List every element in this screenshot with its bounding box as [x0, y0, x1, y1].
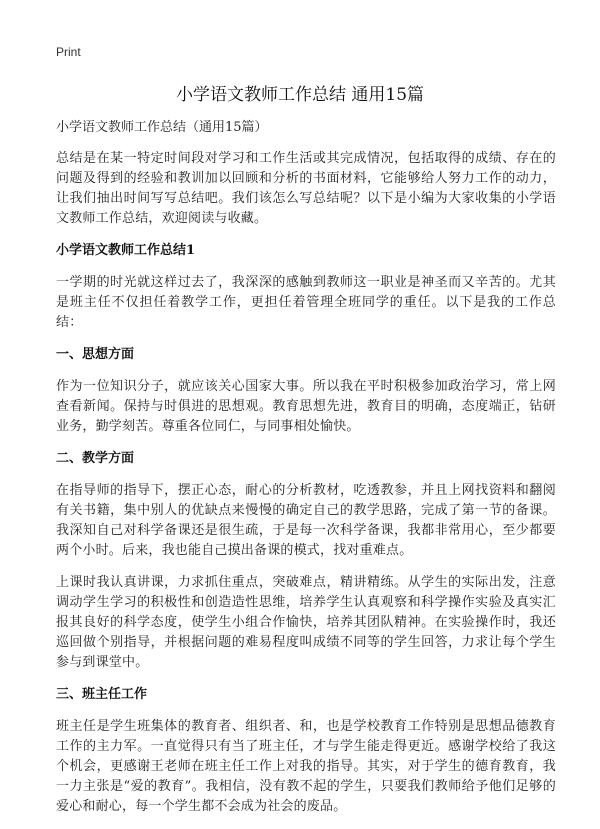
page-title: 小学语文教师工作总结 通用15篇 — [175, 85, 425, 105]
opening-paragraph: 一学期的时光就这样过去了，我深深的感触到教师这一职业是神圣而又辛苦的。尤其是班主任不仅担任着教学工作，更担任着管理全班同学的重任。以下是我的工作总结： — [56, 275, 556, 330]
teaching-paragraph-1: 在指导师的指导下，摆正心态，耐心的分析教材，吃透教参，并且上网找资料和翻阅有关书籍，集中别人的优缺点来慢慢的确定自己的教学思路，完成了第一节的备课。我深知自己对科学备课还是很生疏，于是每一次科学备课，我都非常用心，至少都要两个小时。后来，我也能自己摸出备课的模式，找对重难点。 — [56, 483, 556, 558]
heading-thought: 一、思想方面 — [56, 347, 135, 362]
heading-teaching: 二、教学方面 — [56, 451, 135, 466]
section-title: 小学语文教师工作总结1 — [56, 243, 196, 258]
teaching-paragraph-2: 上课时我认真讲课，力求抓住重点，突破难点，精讲精练。从学生的实际出发，注意调动学生学习的积极性和创造造性思维，培养学生认真观察和科学操作实验及真实汇报其良好的科学态度，使学生小组合作愉快，培养其团队精神。在实验操作时，我还巡回做个别指导，并根据问题的难易程度叫成绩不同等的学生回答，力求让每个学生参与到课堂中。 — [56, 575, 556, 670]
heading-homeroom: 三、班主任工作 — [56, 687, 148, 702]
article-subtitle: 小学语文教师工作总结（通用15篇） — [56, 120, 268, 135]
print-label: Print — [56, 45, 81, 59]
article-body — [56, 118, 556, 829]
intro-paragraph: 总结是在某一特定时间段对学习和工作生活或其完成情况，包括取得的成绩、存在的问题及得到的经验和教训加以回顾和分析的书面材料，它能够给人努力工作的动力，让我们抽出时间写写总结吧。我们该怎么写总结呢？以下是小编为大家收集的小学语文教师工作总结，欢迎阅读与收藏。 — [56, 151, 556, 226]
homeroom-paragraph: 班主任是学生班集体的教育者、组织者、和，也是学校教育工作特别是思想品德教育工作的主力军。一直觉得只有当了班主任，才与学生能走得更近。感谢学校给了我这个机会，更感谢王老师在班主任工作上对我的指导。其实，对于学生的德育教育，我一力主张是“爱的教育”。我相信，没有教不起的学生，只要我们教师给予他们足够的爱心和耐心，每一个学生都不会成为社会的废品。 — [56, 719, 556, 814]
thought-paragraph: 作为一位知识分子，就应该关心国家大事。所以我在平时积极参加政治学习，常上网查看新闻。保持与时俱进的思想观。教育思想先进，教育目的明确，态度端正，钻研业务，勤学刻苦。尊重各位同仁，与同事相处愉快。 — [56, 379, 556, 434]
